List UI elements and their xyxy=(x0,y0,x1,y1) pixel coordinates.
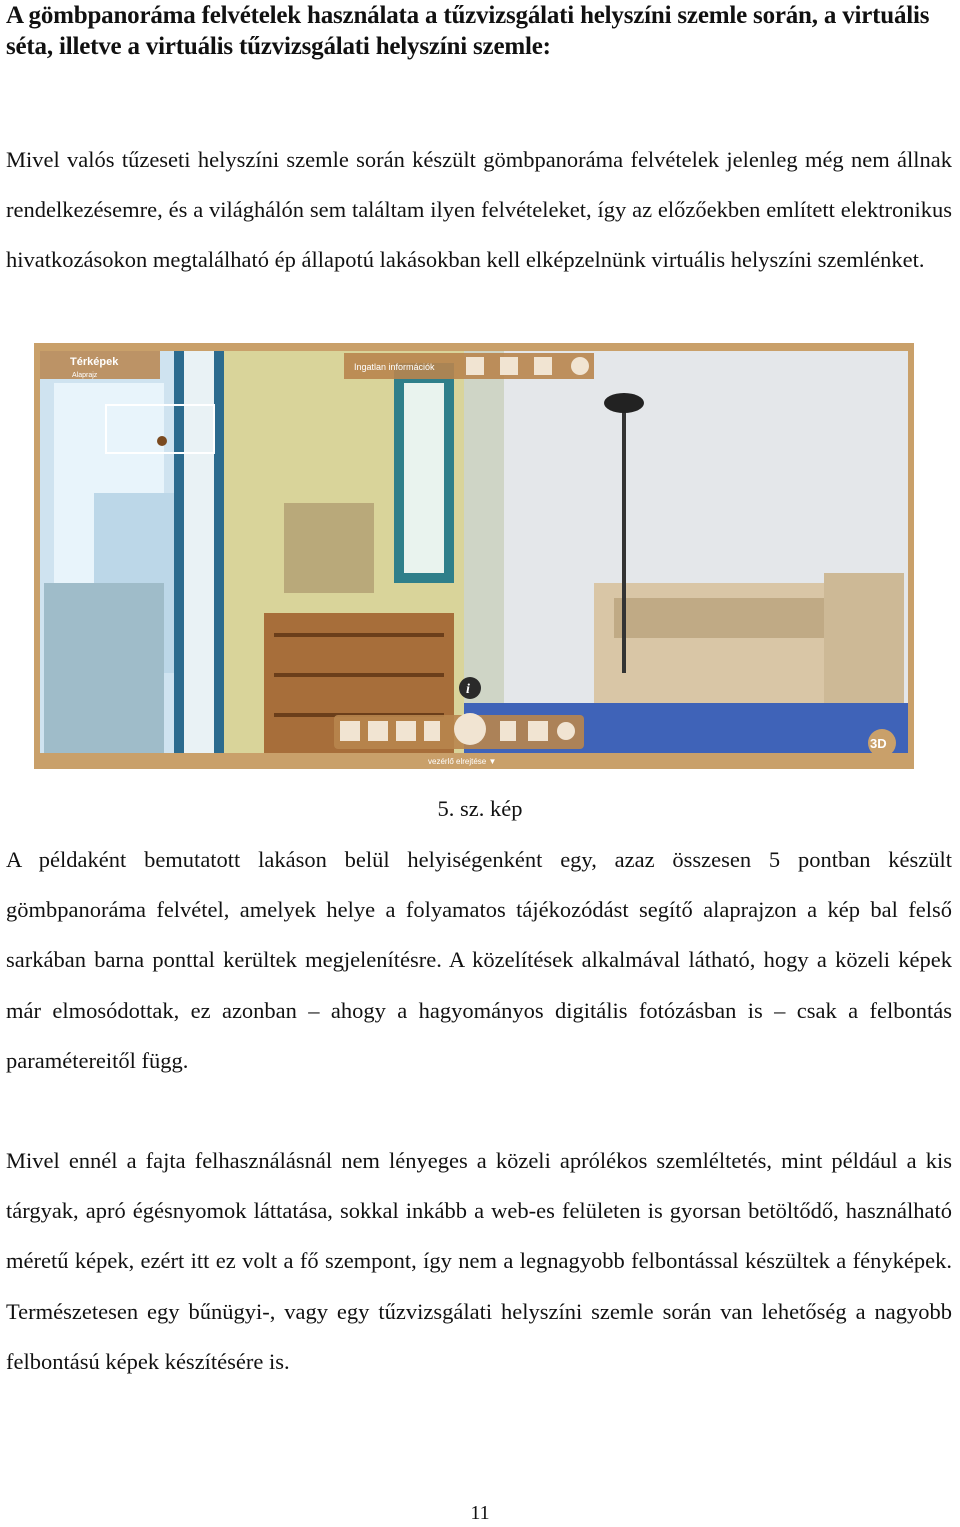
mail-icon xyxy=(500,357,518,375)
zoom-in-icon xyxy=(500,721,516,741)
property-info-label: Ingatlan információk xyxy=(354,362,435,372)
fullscreen-icon xyxy=(557,722,575,740)
zoom-out-icon xyxy=(424,721,440,741)
page-number: 11 xyxy=(470,1502,490,1524)
sound-icon xyxy=(528,721,548,741)
camera-icon xyxy=(340,721,360,741)
bookmark-icon xyxy=(534,357,552,375)
page-heading: A gömbpanoráma felvételek használata a tűzvizsgálati helyszíni szemle során, a virtuális séta, illetve a virtuális tűzvizsgálati helyszíni szemle: xyxy=(6,2,930,60)
image-caption: 5. sz. kép xyxy=(437,796,523,821)
brightness-icon xyxy=(396,721,416,741)
hide-controls-label: vezérlő elrejtése ▼ xyxy=(428,757,497,766)
map-label: Térképek xyxy=(70,356,119,368)
intro-paragraph: Mivel valós tűzeseti helyszíni szemle során készült gömbpanoráma felvételek jelenleg még nem állnak rendelkezésemre, és a világhálón sem találtam ilyen felvételeket, így az előzőekben említett elektronikus hivatkozásokon megtalálható ép állapotú lakásokban kell elképzelnünk virtuális helyszíni szemlénket. xyxy=(6,147,952,273)
person-icon xyxy=(466,357,484,375)
share-icon xyxy=(571,357,589,375)
body-paragraph-1: A példaként bemutatott lakáson belül helyiségenként egy, azaz összesen 5 pontban készült gömbpanoráma felvétel, amelyek helye a folyamatos tájékozódást segítő alaprajzon a kép bal felső sarkában barna ponttal kerültek megjelenítésre. A közelítések alkalmával látható, hogy a közeli képek már elmosódottak, ez azonban – ahogy a hagyományos digitális fotózásban is – csak a felbontás paramétereitől függ. xyxy=(6,847,952,1073)
logo-text: 3D xyxy=(870,736,887,751)
info-badge: i xyxy=(466,682,470,697)
panorama-viewer-screenshot xyxy=(34,343,914,769)
minimap-point xyxy=(157,436,167,446)
map-sublabel: Alaprajz xyxy=(72,372,98,379)
info-icon xyxy=(459,677,481,699)
body-paragraph-2: Mivel ennél a fajta felhasználásnál nem lényeges a közeli aprólékos szemléltetés, mint például a kis tárgyak, apró égésnyomok láttatása, sokkal inkább a web-es felületen is gyorsan betöltődő, használható méretű képek, ezért itt ez volt a fő szempont, így nem a legnagyobb felbontással készültek a fényképek. Természetesen egy bűnügyi-, vagy egy tűzvizsgálati helyszíni szemle során van lehetőség a nagyobb felbontású képek készítésére is. xyxy=(6,1148,952,1374)
move-icon xyxy=(368,721,388,741)
navigation-pad-icon xyxy=(454,713,486,745)
